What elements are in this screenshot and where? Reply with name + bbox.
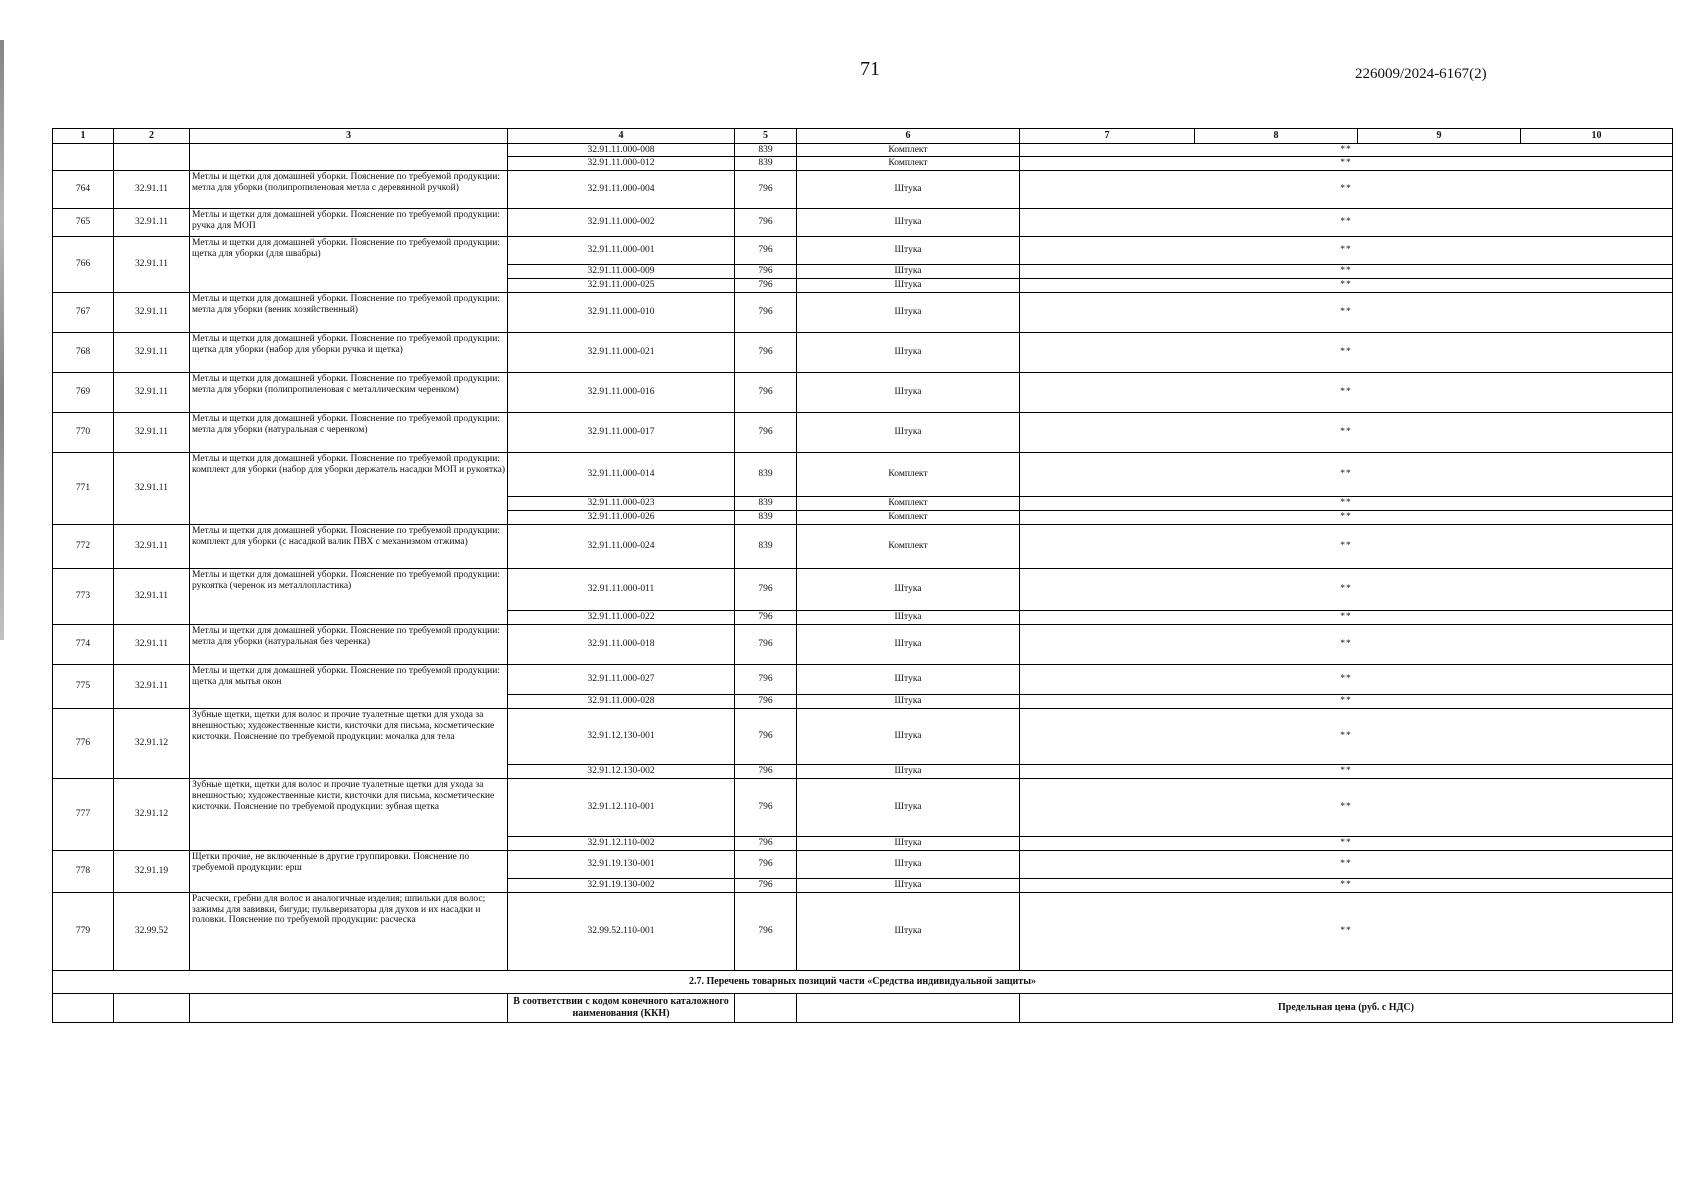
- column-number: 1: [53, 129, 114, 144]
- column-number: 3: [190, 129, 508, 144]
- ktru-code: 32.91.11.000-017: [508, 413, 735, 453]
- item-description: Метлы и щетки для домашней уборки. Пояснение по требуемой продукции: комплект для уборки (набор для уборки держатель насадки МОП и рукоятка): [190, 453, 508, 525]
- okei-code: 796: [735, 171, 797, 209]
- table-row: [53, 569, 1673, 611]
- item-description: Зубные щетки, щетки для волос и прочие туалетные щетки для ухода за внешностью; художественные кисти, кисточки для письма, косметические кисточки. Пояснение по требуемой продукции: зубная щетка: [190, 778, 508, 850]
- price-value: **: [1020, 171, 1673, 209]
- item-description: Метлы и щетки для домашней уборки. Пояснение по требуемой продукции: метла для уборки (натуральная без черенка): [190, 624, 508, 664]
- unit-name: Штука: [797, 850, 1020, 878]
- okpd-code: 32.91.12: [114, 708, 190, 778]
- table-row: [53, 708, 1673, 764]
- okei-code: 796: [735, 708, 797, 764]
- table-row: [53, 850, 1673, 878]
- price-value: **: [1020, 708, 1673, 764]
- unit-name: Штука: [797, 664, 1020, 694]
- empty-cell: [797, 993, 1020, 1022]
- okei-code: 839: [735, 453, 797, 497]
- okpd-code: 32.91.11: [114, 624, 190, 664]
- price-value: **: [1020, 624, 1673, 664]
- item-description: Метлы и щетки для домашней уборки. Пояснение по требуемой продукции: метла для уборки (натуральная с черенком): [190, 413, 508, 453]
- unit-name: Штука: [797, 892, 1020, 970]
- okei-code: 796: [735, 624, 797, 664]
- okpd-code: 32.91.11: [114, 664, 190, 708]
- item-number: 776: [53, 708, 114, 778]
- unit-name: Штука: [797, 708, 1020, 764]
- table-row: [53, 413, 1673, 453]
- okei-code: 839: [735, 511, 797, 525]
- table-row: [53, 171, 1673, 209]
- item-number: 773: [53, 569, 114, 625]
- okei-code: 796: [735, 694, 797, 708]
- empty-cell: [53, 143, 114, 171]
- item-description: Расчески, гребни для волос и аналогичные изделия; шпильки для волос; зажимы для завивки, бигуди; пульверизаторы для духов и их насадки и головки. Пояснение по требуемой продукции: расческа: [190, 892, 508, 970]
- price-value: **: [1020, 373, 1673, 413]
- price-value: **: [1020, 878, 1673, 892]
- okpd-code: 32.91.11: [114, 525, 190, 569]
- okei-code: 796: [735, 611, 797, 625]
- ktru-code: 32.91.11.000-014: [508, 453, 735, 497]
- ktru-code: 32.91.19.130-002: [508, 878, 735, 892]
- scan-edge-shadow: [0, 40, 4, 640]
- unit-name: Штука: [797, 171, 1020, 209]
- item-description: Метлы и щетки для домашней уборки. Пояснение по требуемой продукции: метла для уборки (полипропиленовая метла с деревянной ручкой): [190, 171, 508, 209]
- price-value: **: [1020, 778, 1673, 836]
- unit-name: Комплект: [797, 497, 1020, 511]
- unit-name: Штука: [797, 569, 1020, 611]
- ktru-code: 32.91.19.130-001: [508, 850, 735, 878]
- price-value: **: [1020, 237, 1673, 265]
- okei-code: 796: [735, 373, 797, 413]
- empty-cell: [735, 993, 797, 1022]
- ktru-code: 32.91.11.000-012: [508, 157, 735, 171]
- price-value: **: [1020, 157, 1673, 171]
- item-number: 765: [53, 209, 114, 237]
- price-value: **: [1020, 836, 1673, 850]
- okpd-code: 32.91.11: [114, 453, 190, 525]
- item-description: Метлы и щетки для домашней уборки. Пояснение по требуемой продукции: щетка для уборки (для швабры): [190, 237, 508, 293]
- ktru-code: 32.91.11.000-009: [508, 265, 735, 279]
- unit-name: Штука: [797, 764, 1020, 778]
- okei-code: 796: [735, 569, 797, 611]
- price-value: **: [1020, 511, 1673, 525]
- column-number: 5: [735, 129, 797, 144]
- item-description: Метлы и щетки для домашней уборки. Пояснение по требуемой продукции: рукоятка (черенок из металлопластика): [190, 569, 508, 625]
- unit-name: Комплект: [797, 511, 1020, 525]
- column-number: 10: [1521, 129, 1673, 144]
- price-value: **: [1020, 453, 1673, 497]
- ktru-code: 32.91.11.000-024: [508, 525, 735, 569]
- okei-code: 796: [735, 778, 797, 836]
- ktru-code: 32.91.12.130-001: [508, 708, 735, 764]
- price-value: **: [1020, 333, 1673, 373]
- unit-name: Штука: [797, 209, 1020, 237]
- ktru-code: 32.91.11.000-011: [508, 569, 735, 611]
- okpd-code: 32.99.52: [114, 892, 190, 970]
- table-row: [53, 143, 1673, 157]
- okei-code: 839: [735, 497, 797, 511]
- ktru-code: 32.91.11.000-027: [508, 664, 735, 694]
- item-description: Метлы и щетки для домашней уборки. Пояснение по требуемой продукции: комплект для уборки (с насадкой валик ПВХ с механизмом отжима): [190, 525, 508, 569]
- item-number: 768: [53, 333, 114, 373]
- okpd-code: 32.91.11: [114, 333, 190, 373]
- price-value: **: [1020, 764, 1673, 778]
- item-description: Щетки прочие, не включенные в другие группировки. Пояснение по требуемой продукции: ерш: [190, 850, 508, 892]
- okpd-code: 32.91.11: [114, 413, 190, 453]
- item-description: Метлы и щетки для домашней уборки. Пояснение по требуемой продукции: щетка для уборки (набор для уборки ручка и щетка): [190, 333, 508, 373]
- unit-name: Штука: [797, 611, 1020, 625]
- unit-name: Комплект: [797, 157, 1020, 171]
- table-row: [53, 209, 1673, 237]
- unit-name: Штука: [797, 778, 1020, 836]
- ktru-code: 32.91.11.000-004: [508, 171, 735, 209]
- item-description: Зубные щетки, щетки для волос и прочие туалетные щетки для ухода за внешностью; художественные кисти, кисточки для письма, косметические кисточки. Пояснение по требуемой продукции: мочалка для тела: [190, 708, 508, 778]
- item-number: 771: [53, 453, 114, 525]
- column-number: 9: [1358, 129, 1521, 144]
- table-row: [53, 892, 1673, 970]
- unit-name: Штука: [797, 279, 1020, 293]
- ktru-code: 32.91.11.000-022: [508, 611, 735, 625]
- price-value: **: [1020, 892, 1673, 970]
- okei-code: 796: [735, 265, 797, 279]
- unit-name: Комплект: [797, 143, 1020, 157]
- table-row: [53, 237, 1673, 265]
- table-row: [53, 525, 1673, 569]
- table-row: [53, 778, 1673, 836]
- ktru-code: 32.91.11.000-028: [508, 694, 735, 708]
- empty-cell: [114, 993, 190, 1022]
- okei-code: 796: [735, 850, 797, 878]
- ktru-code: 32.91.12.110-002: [508, 836, 735, 850]
- unit-name: Штука: [797, 373, 1020, 413]
- document-id: 226009/2024-6167(2): [1355, 66, 1487, 82]
- item-number: 764: [53, 171, 114, 209]
- unit-name: Штука: [797, 413, 1020, 453]
- unit-name: Штука: [797, 333, 1020, 373]
- price-value: **: [1020, 209, 1673, 237]
- table-row: [53, 373, 1673, 413]
- okei-code: 796: [735, 279, 797, 293]
- okei-code: 796: [735, 764, 797, 778]
- page-number: 71: [860, 58, 880, 80]
- section-title-row: [53, 970, 1673, 993]
- unit-name: Штука: [797, 836, 1020, 850]
- table-row: [53, 333, 1673, 373]
- okei-code: 796: [735, 333, 797, 373]
- okpd-code: 32.91.12: [114, 778, 190, 850]
- unit-name: Комплект: [797, 453, 1020, 497]
- unit-name: Комплект: [797, 525, 1020, 569]
- okpd-code: 32.91.11: [114, 373, 190, 413]
- item-number: 775: [53, 664, 114, 708]
- okei-code: 796: [735, 664, 797, 694]
- column-number: 4: [508, 129, 735, 144]
- price-value: **: [1020, 611, 1673, 625]
- price-value: **: [1020, 413, 1673, 453]
- price-value: **: [1020, 694, 1673, 708]
- unit-name: Штука: [797, 265, 1020, 279]
- column-number: 7: [1020, 129, 1195, 144]
- column-number: 2: [114, 129, 190, 144]
- ktru-code: 32.91.11.000-025: [508, 279, 735, 293]
- product-table: [52, 128, 1673, 1023]
- unit-name: Штука: [797, 237, 1020, 265]
- unit-name: Штука: [797, 624, 1020, 664]
- okei-code: 839: [735, 157, 797, 171]
- empty-cell: [53, 993, 114, 1022]
- item-number: 774: [53, 624, 114, 664]
- okpd-code: 32.91.11: [114, 171, 190, 209]
- item-number: 769: [53, 373, 114, 413]
- column-number-row: [53, 129, 1673, 144]
- ktru-code: 32.91.12.130-002: [508, 764, 735, 778]
- ktru-code: 32.91.11.000-002: [508, 209, 735, 237]
- item-number: 772: [53, 525, 114, 569]
- footer-header-row: [53, 993, 1673, 1022]
- item-number: 770: [53, 413, 114, 453]
- okei-code: 796: [735, 237, 797, 265]
- okpd-code: 32.91.11: [114, 209, 190, 237]
- price-value: **: [1020, 279, 1673, 293]
- okei-code: 839: [735, 525, 797, 569]
- price-value: **: [1020, 569, 1673, 611]
- price-column-header: Предельная цена (руб. с НДС): [1020, 993, 1673, 1022]
- ktru-code: 32.91.11.000-016: [508, 373, 735, 413]
- ktru-code: 32.91.12.110-001: [508, 778, 735, 836]
- okei-code: 796: [735, 209, 797, 237]
- price-value: **: [1020, 143, 1673, 157]
- price-value: **: [1020, 850, 1673, 878]
- item-number: 766: [53, 237, 114, 293]
- table-row: [53, 624, 1673, 664]
- item-description: Метлы и щетки для домашней уборки. Пояснение по требуемой продукции: метла для уборки (веник хозяйственный): [190, 293, 508, 333]
- price-value: **: [1020, 293, 1673, 333]
- ktru-code: 32.91.11.000-008: [508, 143, 735, 157]
- item-number: 779: [53, 892, 114, 970]
- ktru-code: 32.91.11.000-018: [508, 624, 735, 664]
- ktru-code: 32.91.11.000-001: [508, 237, 735, 265]
- ktru-code: 32.99.52.110-001: [508, 892, 735, 970]
- item-number: 777: [53, 778, 114, 850]
- item-number: 778: [53, 850, 114, 892]
- item-description: Метлы и щетки для домашней уборки. Пояснение по требуемой продукции: щетка для мытья окон: [190, 664, 508, 708]
- table-row: [53, 453, 1673, 497]
- table-row: [53, 293, 1673, 333]
- unit-name: Штука: [797, 694, 1020, 708]
- empty-cell: [190, 993, 508, 1022]
- ktru-code: 32.91.11.000-023: [508, 497, 735, 511]
- ktru-code: 32.91.11.000-021: [508, 333, 735, 373]
- okei-code: 796: [735, 293, 797, 333]
- empty-cell: [190, 143, 508, 171]
- okpd-code: 32.91.11: [114, 293, 190, 333]
- unit-name: Штука: [797, 878, 1020, 892]
- item-description: Метлы и щетки для домашней уборки. Пояснение по требуемой продукции: метла для уборки (полипропиленовая с металлическим черенком): [190, 373, 508, 413]
- ktru-code: 32.91.11.000-026: [508, 511, 735, 525]
- ktru-code: 32.91.11.000-010: [508, 293, 735, 333]
- price-value: **: [1020, 265, 1673, 279]
- column-number: 6: [797, 129, 1020, 144]
- okei-code: 796: [735, 878, 797, 892]
- empty-cell: [114, 143, 190, 171]
- okei-code: 839: [735, 143, 797, 157]
- table-row: [53, 664, 1673, 694]
- okei-code: 796: [735, 836, 797, 850]
- okpd-code: 32.91.19: [114, 850, 190, 892]
- price-value: **: [1020, 664, 1673, 694]
- okpd-code: 32.91.11: [114, 237, 190, 293]
- column-number: 8: [1195, 129, 1358, 144]
- okei-code: 796: [735, 892, 797, 970]
- price-value: **: [1020, 497, 1673, 511]
- okpd-code: 32.91.11: [114, 569, 190, 625]
- price-value: **: [1020, 525, 1673, 569]
- section-title: 2.7. Перечень товарных позиций части «Средства индивидуальной защиты»: [53, 970, 1673, 993]
- okei-code: 796: [735, 413, 797, 453]
- item-number: 767: [53, 293, 114, 333]
- item-description: Метлы и щетки для домашней уборки. Пояснение по требуемой продукции: ручка для МОП: [190, 209, 508, 237]
- ktru-column-header: В соответствии с кодом конечного каталожного наименования (ККН): [508, 993, 735, 1022]
- unit-name: Штука: [797, 293, 1020, 333]
